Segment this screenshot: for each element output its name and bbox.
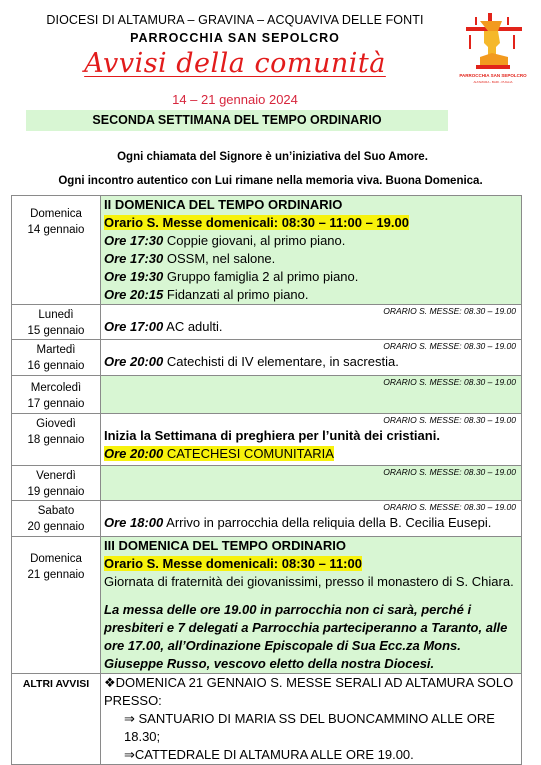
list-item: ⇒CATTEDRALE DI ALTAMURA ALLE ORE 19.00. (124, 747, 414, 762)
day-cell (12, 537, 101, 674)
day-date: 16 gennaio (27, 360, 85, 372)
sunday-heading: II DOMENICA DEL TEMPO ORDINARIO (104, 197, 343, 212)
table-row (12, 501, 522, 537)
orario-note: ORARIO S. MESSE: 08.30 – 19.00 (383, 502, 516, 512)
day-cell (12, 466, 101, 501)
day-content (101, 414, 522, 466)
day-date: 20 gennaio (27, 521, 85, 533)
day-cell (12, 340, 101, 376)
day-name: Giovedì (36, 418, 76, 430)
list-item: Ore 18:00 Arrivo in parrocchia della reliquia della B. Cecilia Eusepi. (104, 515, 492, 530)
day-cell (12, 305, 101, 340)
diocese-name: DIOCESI DI ALTAMURA – GRAVINA – ACQUAVIVA DELLE FONTI (46, 13, 424, 27)
day-date: 19 gennaio (27, 486, 85, 498)
day-date: 14 gennaio (27, 224, 85, 236)
day-content (101, 501, 522, 537)
day-date: 15 gennaio (27, 325, 85, 337)
list-item: Ore 20:15 Fidanzati al primo piano. (104, 287, 309, 302)
orario-note: ORARIO S. MESSE: 08.30 – 19.00 (383, 415, 516, 425)
table-row (12, 196, 522, 305)
orario-note: ORARIO S. MESSE: 08.30 – 19.00 (383, 306, 516, 316)
orario-note: ORARIO S. MESSE: 08.30 – 19.00 (383, 341, 516, 351)
day-content (101, 305, 522, 340)
day-content (101, 196, 522, 305)
list-item: Ore 17:30 Coppie giovani, al primo piano. (104, 233, 346, 248)
list-item: ⇒ SANTUARIO DI MARIA SS DEL BUONCAMMINO ALLE ORE 18.30; (124, 711, 495, 744)
sunday-heading: III DOMENICA DEL TEMPO ORDINARIO (104, 538, 346, 553)
table-row (12, 376, 522, 414)
day-name: Domenica (30, 208, 82, 220)
quote-line-1: Ogni chiamata del Signore è un’iniziativa del Suo Amore. (117, 151, 428, 163)
day-content (101, 466, 522, 501)
day-content (101, 376, 522, 414)
date-range: 14 – 21 gennaio 2024 (172, 92, 298, 107)
page-title (0, 48, 470, 79)
table-row (12, 537, 522, 674)
day-name: Domenica (30, 553, 82, 565)
schedule-table (11, 195, 522, 765)
table-row (12, 414, 522, 466)
logo-caption-2: ALTAMURA - BARI - PUGLIA (473, 80, 513, 84)
mass-times-highlight: Orario S. Messe domenicali: 08:30 – 11:00 (104, 556, 362, 571)
list-item: Ore 19:30 Gruppo famiglia 2 al primo piano. (104, 269, 359, 284)
day-date: 18 gennaio (27, 434, 85, 446)
day-content (101, 340, 522, 376)
table-row (12, 340, 522, 376)
season-banner: SECONDA SETTIMANA DEL TEMPO ORDINARIO (26, 110, 448, 131)
day-name: Sabato (37, 505, 75, 517)
list-item: ❖DOMENICA 21 GENNAIO S. MESSE SERALI AD ALTAMURA SOLO PRESSO: (104, 675, 514, 708)
orario-note: ORARIO S. MESSE: 08.30 – 19.00 (383, 467, 516, 477)
mass-times-highlight: Orario S. Messe domenicali: 08:30 – 11:00 – 19.00 (104, 215, 409, 230)
day-name: Martedì (36, 344, 76, 356)
logo-caption-1: PARROCCHIA SAN SEPOLCRO (459, 73, 527, 78)
list-item: Ore 17:30 OSSM, nel salone. (104, 251, 276, 266)
list-item: Ore 17:00 AC adulti. (104, 319, 223, 334)
day-name: Lunedì (38, 309, 74, 321)
day-cell (12, 501, 101, 537)
day-cell (12, 414, 101, 466)
quote-line-2: Ogni incontro autentico con Lui rimane nella memoria viva. Buona Domenica. (58, 175, 483, 187)
day-content (101, 537, 522, 674)
parish-logo-icon (459, 13, 527, 91)
table-row (12, 466, 522, 501)
day-date: 21 gennaio (27, 569, 85, 581)
mass-cancel-notice: La messa delle ore 19.00 in parrocchia non ci sarà, perché i presbiteri e 7 delegati a Parrocchia parteciperanno a Taranto, alle ore 17.00, all’Ordinazione Episcopale di Sua Ecc.za Mons. Giuseppe Russo, vescovo eletto della nostra Diocesi. (104, 602, 508, 671)
altri-avvisi-label: ALTRI AVVISI (12, 674, 101, 765)
table-row (12, 305, 522, 340)
day-name: Mercoledì (30, 382, 82, 394)
day-cell (12, 196, 101, 305)
thursday-announcement: Inizia la Settimana di preghiera per l’unità dei cristiani. (104, 428, 440, 443)
catechesi-highlight: Ore 20:00 CATECHESI COMUNITARIA (104, 446, 334, 461)
day-name: Venerdì (36, 470, 76, 482)
list-item: Ore 20:00 Catechisti di IV elementare, in sacrestia. (104, 354, 399, 369)
list-item: Giornata di fraternità dei giovanissimi, presso il monastero di S. Chiara. (104, 574, 514, 589)
altri-avvisi-content (101, 674, 522, 765)
parish-name: PARROCCHIA SAN SEPOLCRO (130, 31, 340, 45)
day-date: 17 gennaio (27, 398, 85, 410)
orario-note: ORARIO S. MESSE: 08.30 – 19.00 (383, 377, 516, 387)
table-row (12, 674, 522, 765)
page-title-text: Avvisi della comunità (84, 48, 386, 79)
day-cell (12, 376, 101, 414)
